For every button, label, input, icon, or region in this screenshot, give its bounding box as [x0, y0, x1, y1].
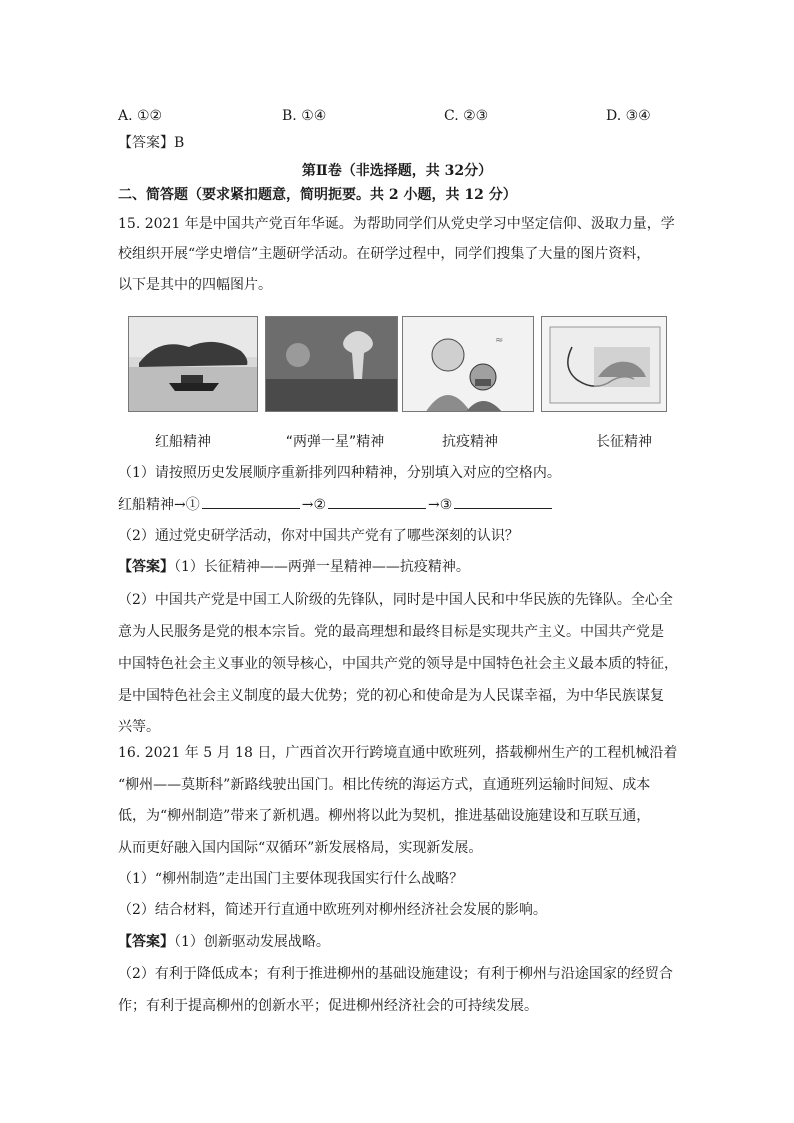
q15-answer-1: （1）长征精神——两弹一星精神——抗疫精神。	[174, 559, 470, 575]
fill-arrow-2: →②	[301, 497, 327, 513]
q15-answer-1-row	[118, 557, 678, 577]
q15-answer-2-line-1: （2）中国共产党是中国工人阶级的先锋队，同时是中国人民和中华民族的先锋队。全心全	[118, 592, 673, 608]
option-c: C. ②③	[444, 108, 489, 124]
q15-sub-1: （1）请按照历史发展顺序重新排列四种精神，分别填入对应的空格内。	[118, 465, 561, 481]
section-subtitle: 二、简答题（要求紧扣题意，简明扼要。共 2 小题，共 12 分）	[118, 187, 517, 203]
blank-2[interactable]	[328, 494, 426, 509]
svg-text:≈: ≈	[495, 335, 504, 346]
two-bombs-one-satellite-photo	[265, 316, 398, 412]
q16-stem-line-4: 从而更好融入国内国际“双循环”新发展格局，实现新发展。	[118, 840, 483, 856]
q16-answer-1-row	[118, 932, 678, 952]
q15-answer-2-line-4: 是中国特色社会主义制度的最大优势；党的初心和使命是为人民谋幸福，为中华民族谋复	[118, 688, 664, 704]
previous-answer: 【答案】B	[118, 135, 185, 151]
caption-red-boat: 红船精神	[155, 434, 211, 450]
q15-sub-2: （2）通过党史研学活动，你对中国共产党有了哪些深刻的认识？	[118, 528, 519, 544]
q15-stem-line-2: 校组织开展“学史增信”主题研学活动。在研学过程中，同学们搜集了大量的图片资料，	[118, 246, 651, 262]
q16-sub-1: （1）“柳州制造”走出国门主要体现我国实行什么战略？	[118, 871, 464, 887]
q15-answer-2-line-2: 意为人民服务是党的根本宗旨。党的最高理想和最终目标是实现共产主义。中国共产党是	[118, 624, 664, 640]
option-b: B. ①④	[282, 108, 327, 124]
q16-stem-line-1: 16. 2021 年 5 月 18 日，广西首次开行跨境直通中欧班列，搭载柳州生产的工程机械沿着	[118, 745, 678, 761]
q16-stem-line-3: 低，为“柳州制造”带来了新机遇。柳州将以此为契机，推进基础设施建设和互联互通，	[118, 808, 651, 824]
q16-stem-line-2: “柳州——莫斯科”新路线驶出国门。相比传统的海运方式，直通班列运输时间短、成本	[118, 777, 651, 793]
fill-arrow-3: →③	[428, 497, 453, 513]
long-march-map	[541, 316, 667, 412]
fill-start-label: 红船精神→①	[118, 497, 200, 513]
q16-sub-2: （2）结合材料，简述开行直通中欧班列对柳州经济社会发展的影响。	[118, 902, 547, 918]
q15-answer-2-line-5: 兴等。	[118, 719, 160, 735]
caption-long-march: 长征精神	[596, 434, 652, 450]
q15-fill-in-row	[118, 494, 678, 515]
caption-anti-epidemic: 抗疫精神	[442, 434, 498, 450]
blank-3[interactable]	[454, 494, 552, 509]
q15-stem-line-3: 以下是其中的四幅图片。	[118, 277, 272, 293]
blank-1[interactable]	[202, 494, 300, 509]
option-a: A. ①②	[118, 108, 163, 124]
q16-answer-2-line-1: （2）有利于降低成本；有利于推进柳州的基础设施建设；有利于柳州与沿途国家的经贸合	[118, 966, 673, 982]
q15-answer-2-line-3: 中国特色社会主义事业的领导核心，中国共产党的领导是中国特色社会主义最本质的特征，	[118, 656, 678, 672]
red-boat-photo	[128, 316, 258, 412]
option-d: D. ③④	[606, 108, 651, 124]
q16-answer-1: （1）创新驱动发展战略。	[174, 934, 330, 950]
q16-answer-2-line-2: 作；有利于提高柳州的创新水平；促进柳州经济社会的可持续发展。	[118, 998, 538, 1014]
section-title: 第Ⅱ卷（非选择题，共 32分）	[301, 163, 493, 179]
q16-answer-label: 【答案】	[118, 934, 174, 950]
q15-stem-line-1: 15. 2021 年是中国共产党百年华诞。为帮助同学们从党史学习中坚定信仰、汲取力量，学	[118, 216, 675, 232]
caption-two-bombs: “两弹一星”精神	[285, 434, 385, 450]
anti-epidemic-drawing	[402, 316, 534, 412]
q15-answer-label: 【答案】	[118, 559, 174, 575]
